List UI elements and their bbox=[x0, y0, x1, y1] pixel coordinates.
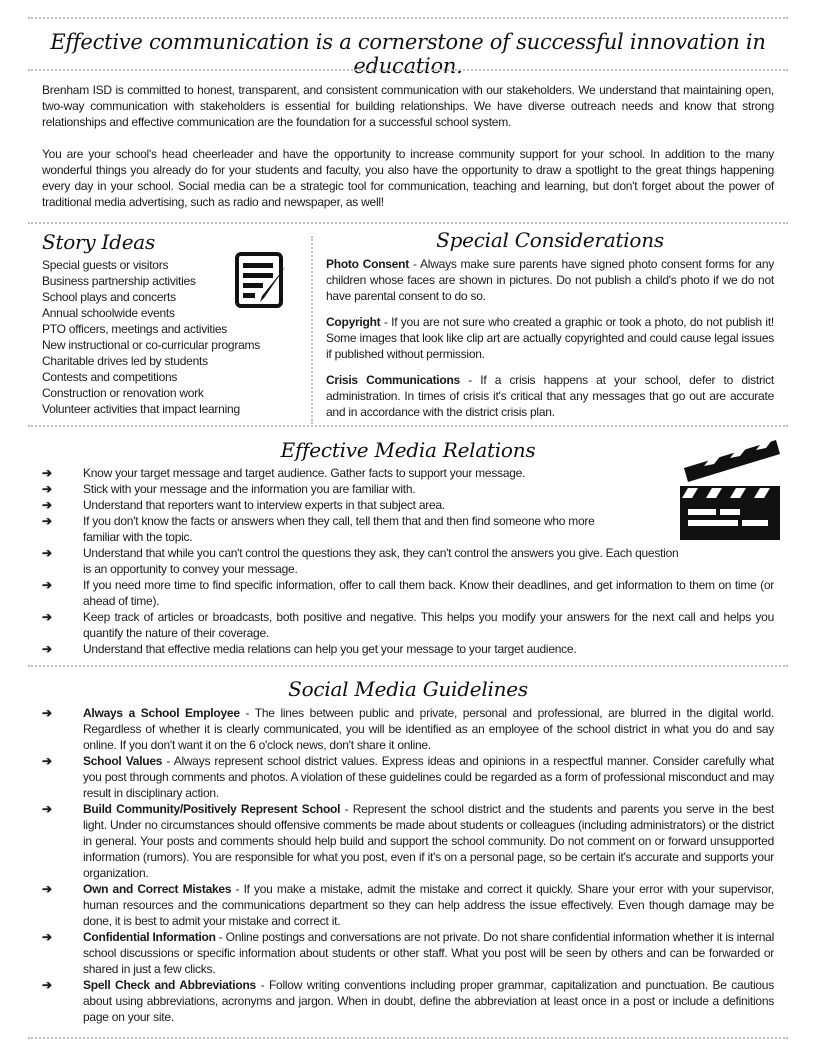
arrow-icon: ➔ bbox=[42, 498, 52, 512]
list-item bbox=[42, 705, 774, 753]
considerations-list bbox=[326, 256, 774, 430]
arrow-icon: ➔ bbox=[42, 930, 52, 944]
special-considerations-title: Special Considerations bbox=[436, 228, 664, 252]
list-item bbox=[42, 753, 774, 801]
arrow-icon: ➔ bbox=[42, 546, 52, 560]
divider bbox=[28, 17, 788, 19]
consideration-item bbox=[326, 372, 774, 420]
social-media-list bbox=[42, 705, 774, 1025]
description: - If you are not sure who created a graphic or took a photo, do not publish it! Some images that look like clip art are actually copyrighted and could cause legal issues if published without permission. bbox=[326, 315, 774, 361]
list-item bbox=[42, 641, 774, 657]
description: - Follow writing conventions including proper grammar, capitalization and punctuation. Be cautious about using abbreviations, acronyms and jargon. When in doubt, define the abbreviation at least once in a post or include a definitions page on your site. bbox=[83, 978, 774, 1024]
arrow-icon: ➔ bbox=[42, 754, 52, 768]
divider bbox=[28, 222, 788, 224]
list-item bbox=[42, 545, 774, 577]
arrow-icon: ➔ bbox=[42, 514, 52, 528]
description: - Online postings and conversations are not private. Do not share confidential information whether it is internal school discussions or specific information about students or other staff. What you post will be seen by others and can be forwarded or shared in just a few clicks. bbox=[83, 930, 774, 976]
arrow-icon: ➔ bbox=[42, 610, 52, 624]
term: Crisis Communications bbox=[326, 373, 460, 387]
description: - Represent the school district and the students and parents you serve in the best light. Under no circumstances should offensive comments be made about students or colleagues (including administrators) or the district in general. Your posts and comments should help build and support the school community. Do not comment on or forward unsupported information (rumors). You are responsible for what you post, even if it's on a personal page, so be certain it's accurate and supports your organization. bbox=[83, 802, 774, 880]
divider bbox=[28, 665, 788, 667]
list-item: Business partnership activities bbox=[42, 274, 196, 288]
description: - Always represent school district values. Express ideas and opinions in a respectful manner. Consider carefully what you post through comments and photos. A violation of these guidelines could be regarded as a form of professional misconduct and may result in disciplinary action. bbox=[83, 754, 774, 800]
arrow-icon: ➔ bbox=[42, 578, 52, 592]
notepad-pen-icon bbox=[234, 252, 290, 310]
arrow-icon: ➔ bbox=[42, 802, 52, 816]
list-item bbox=[42, 513, 774, 545]
list-item: Annual schoolwide events bbox=[42, 306, 175, 320]
item-text: If you need more time to find specific information, offer to call them back. Know their deadlines, and get information to them on time (or ahead of time). bbox=[83, 578, 774, 608]
description: - If you make a mistake, admit the mistake and correct it quickly. Share your error with your supervisor, human resources and the communications department so they can help address the issue effectively. Even though damage may be done, it is best to admit your mistake and correct it. bbox=[83, 882, 774, 928]
list-item bbox=[42, 465, 774, 481]
column-divider bbox=[311, 236, 313, 424]
divider bbox=[28, 425, 788, 427]
description: - If a crisis happens at your school, defer to district administration. In times of crisis it's critical that any messages that go out are accurate and in accordance with the district crisis plan. bbox=[326, 373, 774, 419]
item-text: Know your target message and target audience. Gather facts to support your message. bbox=[83, 466, 526, 480]
term: School Values bbox=[83, 754, 163, 768]
list-item: School plays and concerts bbox=[42, 290, 176, 304]
term: Photo Consent bbox=[326, 257, 409, 271]
intro-paragraph-1: Brenham ISD is committed to honest, transparent, and consistent communication with our stakeholders. We understand that maintaining open, two-way communication with stakeholders is essential for building relationships. We have diverse outreach needs and know that strong relationships and effective communication are the foundation for a successful school system. bbox=[42, 83, 774, 129]
arrow-icon: ➔ bbox=[42, 978, 52, 992]
description: - Always make sure parents have signed photo consent forms for any children whose faces are shown in pictures. Do not publish a child's photo if we do not have parental consent to do so. bbox=[326, 257, 774, 303]
page-title: Effective communication is a cornerstone of successful innovation in education. bbox=[50, 30, 766, 78]
list-item: Volunteer activities that impact learning bbox=[42, 402, 240, 416]
list-item: Charitable drives led by students bbox=[42, 354, 208, 368]
list-item bbox=[42, 929, 774, 977]
item-text: Understand that while you can't control the questions they ask, they can't control the answers you give. Each question is an opportunity to convey your message. bbox=[83, 546, 679, 576]
arrow-icon: ➔ bbox=[42, 482, 52, 496]
list-item: PTO officers, meetings and activities bbox=[42, 322, 228, 336]
list-item bbox=[42, 801, 774, 881]
item-text: Stick with your message and the information you are familiar with. bbox=[83, 482, 416, 496]
description: - The lines between public and private, personal and professional, are blurred in the digital world. Regardless of whether it is clearly communicated, you will be identified as an employee of the school district in what you do and say online. If you don't want it on the 6 o'clock news, don't share it online. bbox=[83, 706, 774, 752]
arrow-icon: ➔ bbox=[42, 706, 52, 720]
consideration-item bbox=[326, 314, 774, 362]
term: Own and Correct Mistakes bbox=[83, 882, 232, 896]
media-relations-title: Effective Media Relations bbox=[280, 438, 536, 462]
list-item bbox=[42, 497, 774, 513]
social-media-title: Social Media Guidelines bbox=[288, 677, 528, 701]
item-text: If you don't know the facts or answers when they call, tell them that and then find someone who more familiar with the topic. bbox=[83, 514, 595, 544]
list-item bbox=[42, 481, 774, 497]
item-text: Understand that reporters want to interview experts in that subject area. bbox=[83, 498, 445, 512]
list-item: Construction or renovation work bbox=[42, 386, 204, 400]
list-item: Contests and competitions bbox=[42, 370, 178, 384]
list-item bbox=[42, 881, 774, 929]
arrow-icon: ➔ bbox=[42, 642, 52, 656]
consideration-item bbox=[326, 256, 774, 304]
term: Always a School Employee bbox=[83, 706, 240, 720]
term: Spell Check and Abbreviations bbox=[83, 978, 256, 992]
list-item bbox=[42, 577, 774, 609]
list-item: New instructional or co-curricular programs bbox=[42, 338, 260, 352]
item-text: Keep track of articles or broadcasts, both positive and negative. This helps you modify your answers for the next call and helps you quantify the nature of their coverage. bbox=[83, 610, 774, 640]
divider bbox=[28, 69, 788, 71]
list-item bbox=[42, 609, 774, 641]
arrow-icon: ➔ bbox=[42, 466, 52, 480]
term: Copyright bbox=[326, 315, 381, 329]
story-ideas-title: Story Ideas bbox=[42, 230, 155, 254]
intro-paragraph-2: You are your school's head cheerleader and have the opportunity to increase community support for your school. In addition to the many wonderful things you already do for your students and faculty, you also have the opportunity to draw a spotlight to the great things happening every day in your school. Social media can be a strategic tool for communication, teaching and learning, but don't forget about the power of traditional media advertising, such as radio and newspaper, as well! bbox=[42, 147, 774, 209]
term: Confidential Information bbox=[83, 930, 216, 944]
item-text: Understand that effective media relations can help you get your message to your target audience. bbox=[83, 642, 577, 656]
arrow-icon: ➔ bbox=[42, 882, 52, 896]
term: Build Community/Positively Represent School bbox=[83, 802, 341, 816]
media-relations-list bbox=[42, 465, 774, 657]
divider bbox=[28, 1037, 788, 1039]
list-item: Special guests or visitors bbox=[42, 258, 169, 272]
list-item bbox=[42, 977, 774, 1025]
